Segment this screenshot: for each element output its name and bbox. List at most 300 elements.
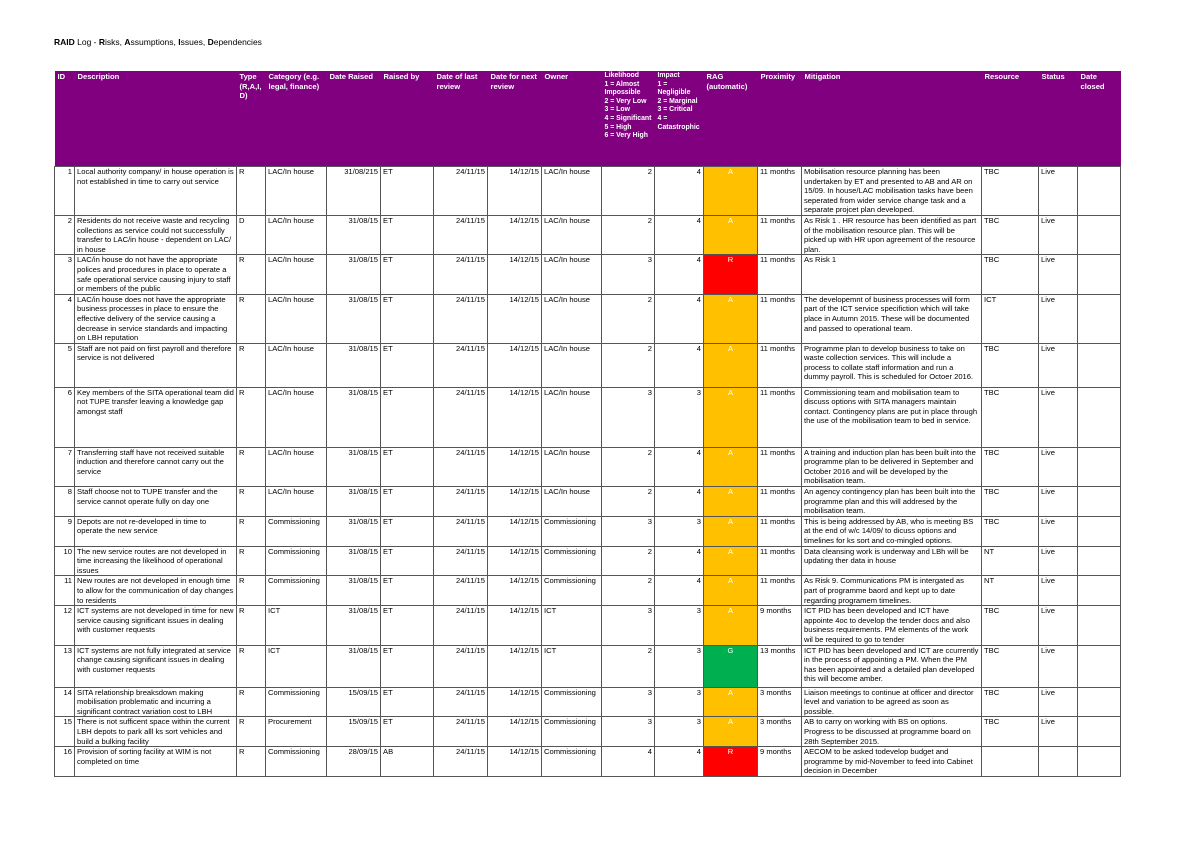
col-status-cell: Live: [1039, 576, 1078, 606]
col-description-cell: LAC/in house does not have the appropriate business processes in place to ensure the effective delivery of the service causing a decrease in service standards and impacting on LBH reputation: [75, 294, 237, 343]
col-rag-cell: R: [704, 255, 758, 294]
col-category-cell: Commissioning: [266, 516, 327, 546]
table-row: [55, 576, 1121, 606]
col-id-cell: 1: [55, 167, 75, 216]
header-col-category: Category (e.g. legal, finance): [266, 71, 327, 167]
col-last-review-cell: 24/11/15: [434, 387, 488, 447]
col-raised-by-cell: ET: [381, 167, 434, 216]
col-resource-cell: ICT: [982, 294, 1039, 343]
col-resource-cell: TBC: [982, 487, 1039, 517]
col-mitigation-cell: As Risk 1 . HR resource has been identified as part of the mobilisation resource plan. This will be picked up with HR upon agreement of the resource plan.: [802, 215, 982, 254]
col-status-cell: Live: [1039, 167, 1078, 216]
col-proximity-cell: 3 months: [758, 687, 802, 717]
header-col-mitigation: Mitigation: [802, 71, 982, 167]
col-date-raised-cell: 31/08/15: [327, 606, 381, 645]
col-next-review-cell: 14/12/15: [488, 717, 542, 747]
col-likelihood-cell: 3: [602, 717, 655, 747]
col-date-raised-cell: 31/08/15: [327, 343, 381, 387]
col-status-cell: Live: [1039, 255, 1078, 294]
col-status-cell: [1039, 747, 1078, 777]
col-proximity-cell: 11 months: [758, 387, 802, 447]
col-resource-cell: NT: [982, 546, 1039, 576]
col-last-review-cell: 24/11/15: [434, 167, 488, 216]
col-id-cell: 2: [55, 215, 75, 254]
col-date-raised-cell: 31/08/15: [327, 387, 381, 447]
col-owner-cell: LAC/In house: [542, 167, 602, 216]
col-type-cell: R: [237, 747, 266, 777]
col-date-raised-cell: 28/09/15: [327, 747, 381, 777]
col-last-review-cell: 24/11/15: [434, 294, 488, 343]
col-likelihood-cell: 2: [602, 343, 655, 387]
col-status-cell: Live: [1039, 717, 1078, 747]
col-date-raised-cell: 31/08/215: [327, 167, 381, 216]
header-col-raised-by: Raised by: [381, 71, 434, 167]
col-impact-cell: 3: [655, 717, 704, 747]
col-raised-by-cell: ET: [381, 687, 434, 717]
col-impact-cell: 3: [655, 606, 704, 645]
col-type-cell: R: [237, 687, 266, 717]
col-id-cell: 13: [55, 645, 75, 687]
col-next-review-cell: 14/12/15: [488, 447, 542, 486]
col-mitigation-cell: The developemnt of business processes will form part of the ICT service specifiction which will take place in Autumn 2015. These will be documented and passed to operational team.: [802, 294, 982, 343]
col-proximity-cell: 11 months: [758, 487, 802, 517]
col-date-closed-cell: [1078, 487, 1121, 517]
col-last-review-cell: 24/11/15: [434, 255, 488, 294]
col-id-cell: 5: [55, 343, 75, 387]
table-row: [55, 516, 1121, 546]
col-description-cell: Residents do not receive waste and recycling collections as service could not successfully transfer to LAC/in house - dependent on LAC/ in house: [75, 215, 237, 254]
col-mitigation-cell: This is being addressed by AB, who is meeting BS at the end of w/c 14/09/ to dicuss options and timelines for ks sort and co-mingled options.: [802, 516, 982, 546]
col-description-cell: ICT systems are not fully integrated at service change causing significant issues in dealing with customer requests: [75, 645, 237, 687]
table-row: [55, 215, 1121, 254]
col-status-cell: Live: [1039, 516, 1078, 546]
col-impact-cell: 3: [655, 387, 704, 447]
col-proximity-cell: 11 months: [758, 343, 802, 387]
col-likelihood-cell: 2: [602, 294, 655, 343]
col-date-closed-cell: [1078, 717, 1121, 747]
col-id-cell: 14: [55, 687, 75, 717]
header-col-owner: Owner: [542, 71, 602, 167]
col-date-closed-cell: [1078, 687, 1121, 717]
col-status-cell: Live: [1039, 447, 1078, 486]
col-next-review-cell: 14/12/15: [488, 546, 542, 576]
col-proximity-cell: 13 months: [758, 645, 802, 687]
col-raised-by-cell: ET: [381, 606, 434, 645]
col-last-review-cell: 24/11/15: [434, 343, 488, 387]
col-category-cell: LAC/In house: [266, 215, 327, 254]
col-status-cell: Live: [1039, 645, 1078, 687]
col-raised-by-cell: ET: [381, 343, 434, 387]
col-date-closed-cell: [1078, 645, 1121, 687]
table-row: [55, 343, 1121, 387]
col-resource-cell: TBC: [982, 167, 1039, 216]
col-id-cell: 7: [55, 447, 75, 486]
col-raised-by-cell: ET: [381, 546, 434, 576]
col-rag-cell: R: [704, 747, 758, 777]
col-next-review-cell: 14/12/15: [488, 576, 542, 606]
col-type-cell: R: [237, 167, 266, 216]
col-resource-cell: TBC: [982, 387, 1039, 447]
col-type-cell: R: [237, 255, 266, 294]
header-col-date-closed: Date closed: [1078, 71, 1121, 167]
col-rag-cell: G: [704, 645, 758, 687]
col-likelihood-cell: 2: [602, 546, 655, 576]
col-description-cell: LAC/in house do not have the appropriate polices and procedures in place to operate a safe operational service causing injury to staff or members of the public: [75, 255, 237, 294]
table-row: [55, 645, 1121, 687]
col-owner-cell: Commissioning: [542, 516, 602, 546]
col-proximity-cell: 11 months: [758, 516, 802, 546]
col-proximity-cell: 11 months: [758, 167, 802, 216]
col-resource-cell: TBC: [982, 255, 1039, 294]
col-description-cell: Key members of the SITA operational team did not TUPE transfer leaving a knowledge gap amongst staff: [75, 387, 237, 447]
col-mitigation-cell: Data cleansing work is underway and LBh will be updating ther data in house: [802, 546, 982, 576]
col-type-cell: D: [237, 215, 266, 254]
header-col-resource: Resource: [982, 71, 1039, 167]
col-date-closed-cell: [1078, 343, 1121, 387]
col-impact-cell: 4: [655, 747, 704, 777]
col-date-raised-cell: 31/08/15: [327, 447, 381, 486]
col-category-cell: Commissioning: [266, 687, 327, 717]
col-rag-cell: A: [704, 167, 758, 216]
col-impact-cell: 3: [655, 645, 704, 687]
col-raised-by-cell: ET: [381, 387, 434, 447]
col-rag-cell: A: [704, 487, 758, 517]
col-owner-cell: Commissioning: [542, 576, 602, 606]
col-rag-cell: A: [704, 546, 758, 576]
col-owner-cell: LAC/In house: [542, 343, 602, 387]
col-next-review-cell: 14/12/15: [488, 387, 542, 447]
col-description-cell: ICT systems are not developed in time for new service causing significant issues in dealing with customer requests: [75, 606, 237, 645]
header-col-description: Description: [75, 71, 237, 167]
col-impact-cell: 4: [655, 294, 704, 343]
col-id-cell: 8: [55, 487, 75, 517]
col-date-closed-cell: [1078, 387, 1121, 447]
col-date-raised-cell: 31/08/15: [327, 215, 381, 254]
col-date-closed-cell: [1078, 576, 1121, 606]
col-status-cell: Live: [1039, 606, 1078, 645]
col-id-cell: 11: [55, 576, 75, 606]
col-date-raised-cell: 15/09/15: [327, 687, 381, 717]
col-date-closed-cell: [1078, 255, 1121, 294]
col-description-cell: Transferring staff have not received suitable induction and therefore cannot carry out the service: [75, 447, 237, 486]
table-row: [55, 606, 1121, 645]
col-description-cell: New routes are not developed in enough time to allow for the communication of day changes to residents: [75, 576, 237, 606]
table-row: [55, 294, 1121, 343]
col-impact-cell: 4: [655, 546, 704, 576]
col-likelihood-cell: 4: [602, 747, 655, 777]
col-date-closed-cell: [1078, 447, 1121, 486]
col-type-cell: R: [237, 546, 266, 576]
col-last-review-cell: 24/11/15: [434, 687, 488, 717]
col-id-cell: 3: [55, 255, 75, 294]
col-resource-cell: TBC: [982, 516, 1039, 546]
col-mitigation-cell: AECOM to be asked todevelop budget and programme by mid-November to feed into Cabinet decision in December: [802, 747, 982, 777]
col-type-cell: R: [237, 576, 266, 606]
col-category-cell: LAC/In house: [266, 487, 327, 517]
col-next-review-cell: 14/12/15: [488, 167, 542, 216]
table-row: [55, 167, 1121, 216]
col-mitigation-cell: A training and induction plan has been built into the programme plan to be delivered in September and October 2016 and will be developed by the mobilisation team.: [802, 447, 982, 486]
col-proximity-cell: 11 months: [758, 576, 802, 606]
col-owner-cell: Commissioning: [542, 717, 602, 747]
col-next-review-cell: 14/12/15: [488, 255, 542, 294]
col-impact-cell: 3: [655, 516, 704, 546]
col-raised-by-cell: ET: [381, 294, 434, 343]
col-mitigation-cell: Commissioning team and mobilisation team to discuss options with SITA managers maintain contact. Contingency plans are put in place through the use of the mobilisation team to bed in service.: [802, 387, 982, 447]
col-id-cell: 16: [55, 747, 75, 777]
col-id-cell: 9: [55, 516, 75, 546]
col-resource-cell: [982, 747, 1039, 777]
col-date-closed-cell: [1078, 516, 1121, 546]
col-next-review-cell: 14/12/15: [488, 645, 542, 687]
table-row: [55, 546, 1121, 576]
col-owner-cell: Commissioning: [542, 747, 602, 777]
col-raised-by-cell: ET: [381, 255, 434, 294]
col-mitigation-cell: An agency contingency plan has been built into the programme plan and this will addresed by the mobilisation team.: [802, 487, 982, 517]
table-row: [55, 387, 1121, 447]
col-description-cell: Depots are not re-developed in time to operate the new service: [75, 516, 237, 546]
col-category-cell: LAC/In house: [266, 167, 327, 216]
col-next-review-cell: 14/12/15: [488, 516, 542, 546]
col-raised-by-cell: ET: [381, 717, 434, 747]
header-col-date-raised: Date Raised: [327, 71, 381, 167]
col-date-raised-cell: 31/08/15: [327, 487, 381, 517]
col-next-review-cell: 14/12/15: [488, 487, 542, 517]
col-likelihood-cell: 2: [602, 487, 655, 517]
page-title: RAID Log - Risks, Assumptions, Issues, Dependencies: [54, 37, 262, 47]
col-last-review-cell: 24/11/15: [434, 447, 488, 486]
col-type-cell: R: [237, 487, 266, 517]
col-description-cell: SITA relationship breaksdown making mobilisation problematic and incurring a significant contract variation cost to LBH: [75, 687, 237, 717]
col-description-cell: Provision of sorting facility at WIM is not completed on time: [75, 747, 237, 777]
col-likelihood-cell: 2: [602, 167, 655, 216]
table-row: [55, 487, 1121, 517]
col-likelihood-cell: 2: [602, 645, 655, 687]
col-last-review-cell: 24/11/15: [434, 717, 488, 747]
table-row: [55, 687, 1121, 717]
header-col-last-review: Date of last review: [434, 71, 488, 167]
col-date-raised-cell: 15/09/15: [327, 717, 381, 747]
header-row: [55, 71, 1121, 167]
col-owner-cell: LAC/In house: [542, 255, 602, 294]
col-description-cell: Local authority company/ in house operation is not established in time to carry out service: [75, 167, 237, 216]
col-proximity-cell: 3 months: [758, 717, 802, 747]
col-date-closed-cell: [1078, 215, 1121, 254]
col-date-raised-cell: 31/08/15: [327, 546, 381, 576]
col-rag-cell: A: [704, 447, 758, 486]
header-col-id: ID: [55, 71, 75, 167]
col-status-cell: Live: [1039, 215, 1078, 254]
col-mitigation-cell: ICT PID has been developed and ICT are ccurrently in the process of appointing a PM. When the PM has been appointed and a detailed plan developed this will become amber.: [802, 645, 982, 687]
col-rag-cell: A: [704, 576, 758, 606]
col-mitigation-cell: Mobilisation resource planning has been undertaken by ET and presented to AB and AR on 15/09. In house/LAC mobilisation tasks have been seperated from wider service change task and a separate projcet plan developed.: [802, 167, 982, 216]
col-category-cell: Commissioning: [266, 576, 327, 606]
col-date-raised-cell: 31/08/15: [327, 516, 381, 546]
col-owner-cell: LAC/In house: [542, 487, 602, 517]
col-id-cell: 6: [55, 387, 75, 447]
col-last-review-cell: 24/11/15: [434, 606, 488, 645]
col-raised-by-cell: ET: [381, 576, 434, 606]
col-rag-cell: A: [704, 687, 758, 717]
col-mitigation-cell: Programme plan to develop business to take on waste collection services. This will include a process to collate staff information and run a dummy payroll. This is scheduled for Octoer 2016.: [802, 343, 982, 387]
col-rag-cell: A: [704, 606, 758, 645]
col-raised-by-cell: ET: [381, 447, 434, 486]
col-category-cell: ICT: [266, 606, 327, 645]
col-owner-cell: LAC/In house: [542, 215, 602, 254]
col-category-cell: LAC/In house: [266, 294, 327, 343]
col-resource-cell: TBC: [982, 687, 1039, 717]
col-category-cell: ICT: [266, 645, 327, 687]
col-owner-cell: LAC/In house: [542, 447, 602, 486]
col-category-cell: Commissioning: [266, 747, 327, 777]
col-status-cell: Live: [1039, 487, 1078, 517]
col-type-cell: R: [237, 645, 266, 687]
col-description-cell: There is not sufficent space within the current LBH depots to park alll ks sort vehicles and build a bulking facility: [75, 717, 237, 747]
col-last-review-cell: 24/11/15: [434, 215, 488, 254]
col-raised-by-cell: ET: [381, 215, 434, 254]
col-last-review-cell: 24/11/15: [434, 546, 488, 576]
header-col-rag: RAG (automatic): [704, 71, 758, 167]
col-proximity-cell: 9 months: [758, 747, 802, 777]
col-date-closed-cell: [1078, 546, 1121, 576]
col-rag-cell: A: [704, 294, 758, 343]
col-mitigation-cell: ICT PID has been developed and ICT have appointe 4oc to develop the tender docs and also business requirements. PM elements of the work wil be required to go to tender: [802, 606, 982, 645]
header-col-next-review: Date for next review: [488, 71, 542, 167]
col-resource-cell: TBC: [982, 215, 1039, 254]
col-type-cell: R: [237, 387, 266, 447]
header-col-status: Status: [1039, 71, 1078, 167]
col-date-closed-cell: [1078, 294, 1121, 343]
table-row: [55, 717, 1121, 747]
header-col-type: Type (R,A,I, D): [237, 71, 266, 167]
raid-table: [54, 71, 1121, 777]
col-description-cell: Staff are not paid on first payroll and therefore service is not delivered: [75, 343, 237, 387]
col-proximity-cell: 11 months: [758, 215, 802, 254]
col-resource-cell: TBC: [982, 717, 1039, 747]
col-proximity-cell: 11 months: [758, 255, 802, 294]
col-date-raised-cell: 31/08/15: [327, 294, 381, 343]
col-status-cell: Live: [1039, 546, 1078, 576]
col-likelihood-cell: 3: [602, 516, 655, 546]
col-impact-cell: 4: [655, 255, 704, 294]
col-raised-by-cell: AB: [381, 747, 434, 777]
col-type-cell: R: [237, 516, 266, 546]
col-next-review-cell: 14/12/15: [488, 747, 542, 777]
col-last-review-cell: 24/11/15: [434, 516, 488, 546]
col-description-cell: Staff choose not to TUPE transfer and the service cannot operate fully on day one: [75, 487, 237, 517]
col-mitigation-cell: AB to carry on working with BS on options. Progress to be discussed at programme board on 28th September 2015.: [802, 717, 982, 747]
col-proximity-cell: 11 months: [758, 546, 802, 576]
col-status-cell: Live: [1039, 343, 1078, 387]
col-proximity-cell: 9 months: [758, 606, 802, 645]
col-owner-cell: ICT: [542, 645, 602, 687]
col-category-cell: LAC/In house: [266, 387, 327, 447]
col-id-cell: 10: [55, 546, 75, 576]
col-category-cell: LAC/In house: [266, 343, 327, 387]
col-impact-cell: 4: [655, 447, 704, 486]
col-last-review-cell: 24/11/15: [434, 645, 488, 687]
col-impact-cell: 4: [655, 167, 704, 216]
col-raised-by-cell: ET: [381, 645, 434, 687]
col-id-cell: 4: [55, 294, 75, 343]
col-date-raised-cell: 31/08/15: [327, 255, 381, 294]
col-impact-cell: 3: [655, 687, 704, 717]
col-last-review-cell: 24/11/15: [434, 747, 488, 777]
table-row: [55, 255, 1121, 294]
col-type-cell: R: [237, 717, 266, 747]
col-owner-cell: LAC/In house: [542, 294, 602, 343]
col-likelihood-cell: 2: [602, 215, 655, 254]
table-body: [55, 167, 1121, 777]
col-owner-cell: Commissioning: [542, 546, 602, 576]
col-impact-cell: 4: [655, 215, 704, 254]
col-likelihood-cell: 2: [602, 447, 655, 486]
col-likelihood-cell: 2: [602, 576, 655, 606]
col-category-cell: LAC/In house: [266, 255, 327, 294]
col-last-review-cell: 24/11/15: [434, 487, 488, 517]
col-category-cell: Commissioning: [266, 546, 327, 576]
col-owner-cell: Commissioning: [542, 687, 602, 717]
col-description-cell: The new service routes are not developed in time increasing the likelihood of operational issues: [75, 546, 237, 576]
col-date-closed-cell: [1078, 747, 1121, 777]
col-next-review-cell: 14/12/15: [488, 687, 542, 717]
col-impact-cell: 4: [655, 487, 704, 517]
col-raised-by-cell: ET: [381, 516, 434, 546]
col-rag-cell: A: [704, 343, 758, 387]
header-col-impact: Impact 1 = Negligible 2 = Marginal 3 = Critical 4 = Catastrophic: [655, 71, 704, 167]
col-likelihood-cell: 3: [602, 606, 655, 645]
col-type-cell: R: [237, 447, 266, 486]
col-date-raised-cell: 31/08/15: [327, 576, 381, 606]
col-date-closed-cell: [1078, 167, 1121, 216]
col-type-cell: R: [237, 294, 266, 343]
table-row: [55, 747, 1121, 777]
col-next-review-cell: 14/12/15: [488, 294, 542, 343]
col-proximity-cell: 11 months: [758, 294, 802, 343]
col-mitigation-cell: As Risk 9. Communications PM is intergated as part of programme baord and kept up to date regarding programem timelines.: [802, 576, 982, 606]
col-type-cell: R: [237, 606, 266, 645]
col-resource-cell: TBC: [982, 645, 1039, 687]
col-rag-cell: A: [704, 717, 758, 747]
col-mitigation-cell: Liaison meetings to continue at officer and director level and variation to be agreed as soon as possible.: [802, 687, 982, 717]
table-row: [55, 447, 1121, 486]
col-rag-cell: A: [704, 215, 758, 254]
col-impact-cell: 4: [655, 576, 704, 606]
col-resource-cell: NT: [982, 576, 1039, 606]
col-resource-cell: TBC: [982, 606, 1039, 645]
col-impact-cell: 4: [655, 343, 704, 387]
col-id-cell: 15: [55, 717, 75, 747]
col-next-review-cell: 14/12/15: [488, 343, 542, 387]
col-date-raised-cell: 31/08/15: [327, 645, 381, 687]
col-resource-cell: TBC: [982, 343, 1039, 387]
col-rag-cell: A: [704, 516, 758, 546]
header-col-likelihood: Likelihood 1 = Almost Impossible 2 = Very Low 3 = Low 4 = Significant 5 = High 6 = Very High: [602, 71, 655, 167]
col-status-cell: Live: [1039, 387, 1078, 447]
col-status-cell: Live: [1039, 687, 1078, 717]
col-last-review-cell: 24/11/15: [434, 576, 488, 606]
col-category-cell: Procurement: [266, 717, 327, 747]
col-proximity-cell: 11 months: [758, 447, 802, 486]
col-next-review-cell: 14/12/15: [488, 215, 542, 254]
col-likelihood-cell: 3: [602, 255, 655, 294]
col-date-closed-cell: [1078, 606, 1121, 645]
col-likelihood-cell: 3: [602, 687, 655, 717]
col-type-cell: R: [237, 343, 266, 387]
col-owner-cell: LAC/In house: [542, 387, 602, 447]
col-rag-cell: A: [704, 387, 758, 447]
header-col-proximity: Proximity: [758, 71, 802, 167]
